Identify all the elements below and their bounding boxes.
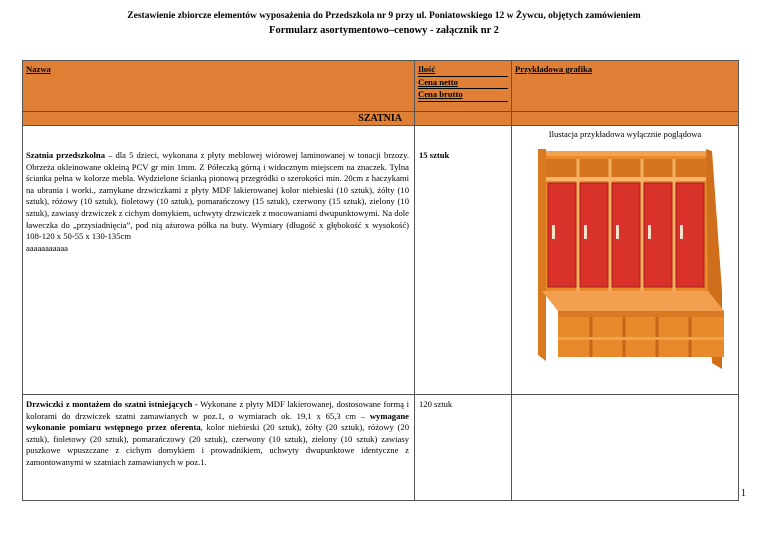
section-name: SZATNIA xyxy=(23,112,415,126)
column-graphic-label: Przykładowa grafika xyxy=(515,64,593,74)
item-emphasis: wymagane wykonanie pomiaru wstępnego przez oferenta xyxy=(26,410,409,433)
column-header-graphic xyxy=(512,61,739,112)
illustration-note: Ilustacja przykładowa wyłącznie poglądowa xyxy=(548,129,702,139)
item-title: Szatnia przedszkolna xyxy=(26,150,106,160)
column-name-label: Nazwa xyxy=(26,64,51,74)
section-empty-cell xyxy=(415,112,512,126)
section-empty-cell xyxy=(512,112,739,126)
item-description: – dla 5 dzieci, wykonana z płyty meblowej wiórowej laminowanej w tonacji brzozy. Obrzeża okleinowane okleiną PCV gr min 1mm. Z Półeczką górną i widocznym miejscem na znaczek. Tylna ścianka pełna w kolorze mebla. Wydzielone ścianką pionową przegródki o szerokości min. 20cm z haczykami na ubrania i worki., zamykane drzwiczkami z płyty MDF lakierowanej kolor niebieski (10 sztuk), żółty (10 sztuk), różowy (10 sztuk), fioletowy (10 sztuk), pomarańczowy (15 sztuk), czerwony (15 sztuk), zielony (10 sztuk), zawiasy drzwiczek z cichym domykiem, uchwyty drzwiczek z mocowaniami dwupunktowymi. Na dole ławeczka do „przysiadnięcia”, pod nią ażurowa półka na buty. Wymiary (długość x głębokość x wysokość) 108-120 x 50-55 x 130-135cm xyxy=(26,150,409,242)
illustration-cell xyxy=(512,126,739,395)
item-quantity: 15 sztuk xyxy=(419,150,450,160)
item-description-b: , kolor niebieski (20 sztuk), żółty (20 sztuk), różowy (20 sztuk), fioletowy (20 sztuk), pomarańczowy (20 sztuk), czerwony (10 sztuk), zielony (10 sztuk) zawiasy puszkowe wpuszczane z cichym domykiem i prowadnikiem, uchwyty dwupunktowe identyczne z zamontowanymi w szatniach zamawianych w poz.1. xyxy=(26,422,409,467)
column-net-price-label: Cena netto xyxy=(418,77,508,90)
item-extra: aaaaaaaaaaa xyxy=(26,242,68,253)
item-description-a: Wykonane z płyty MDF lakierowanej, dostosowane formą i kolorami do drzwiczek szatni zamawianych w poz.1, o wymiarach ok. 19,1 x 65,3 cm – xyxy=(26,399,409,421)
document-subtitle: Formularz asortymentowo–cenowy - załącznik nr 2 xyxy=(269,25,499,36)
section-row xyxy=(23,112,739,126)
column-header-name xyxy=(23,61,415,112)
document-title: Zestawienie zbiorcze elementów wyposażenia do Przedszkola nr 9 przy ul. Poniatowskiego 12 w Żywcu, objętych zamówieniem xyxy=(127,11,641,21)
item-title: Drzwiczki z montażem do szatni istniejących - xyxy=(26,399,198,409)
table-header-row xyxy=(23,61,739,112)
cabinet-illustration xyxy=(512,141,739,369)
item-quantity: 120 sztuk xyxy=(419,399,453,409)
column-header-quantity xyxy=(415,61,512,112)
column-gross-price-label: Cena brutto xyxy=(418,89,508,102)
price-form-table xyxy=(22,60,739,501)
table-row xyxy=(23,395,739,501)
table-row xyxy=(23,126,739,395)
page-number: 1 xyxy=(741,488,746,499)
item-quantity-cell xyxy=(415,126,512,395)
item-description-cell xyxy=(23,126,415,395)
column-qty-label: Ilość xyxy=(418,64,508,77)
item-description-cell xyxy=(23,395,415,501)
illustration-cell xyxy=(512,395,739,501)
item-quantity-cell xyxy=(415,395,512,501)
